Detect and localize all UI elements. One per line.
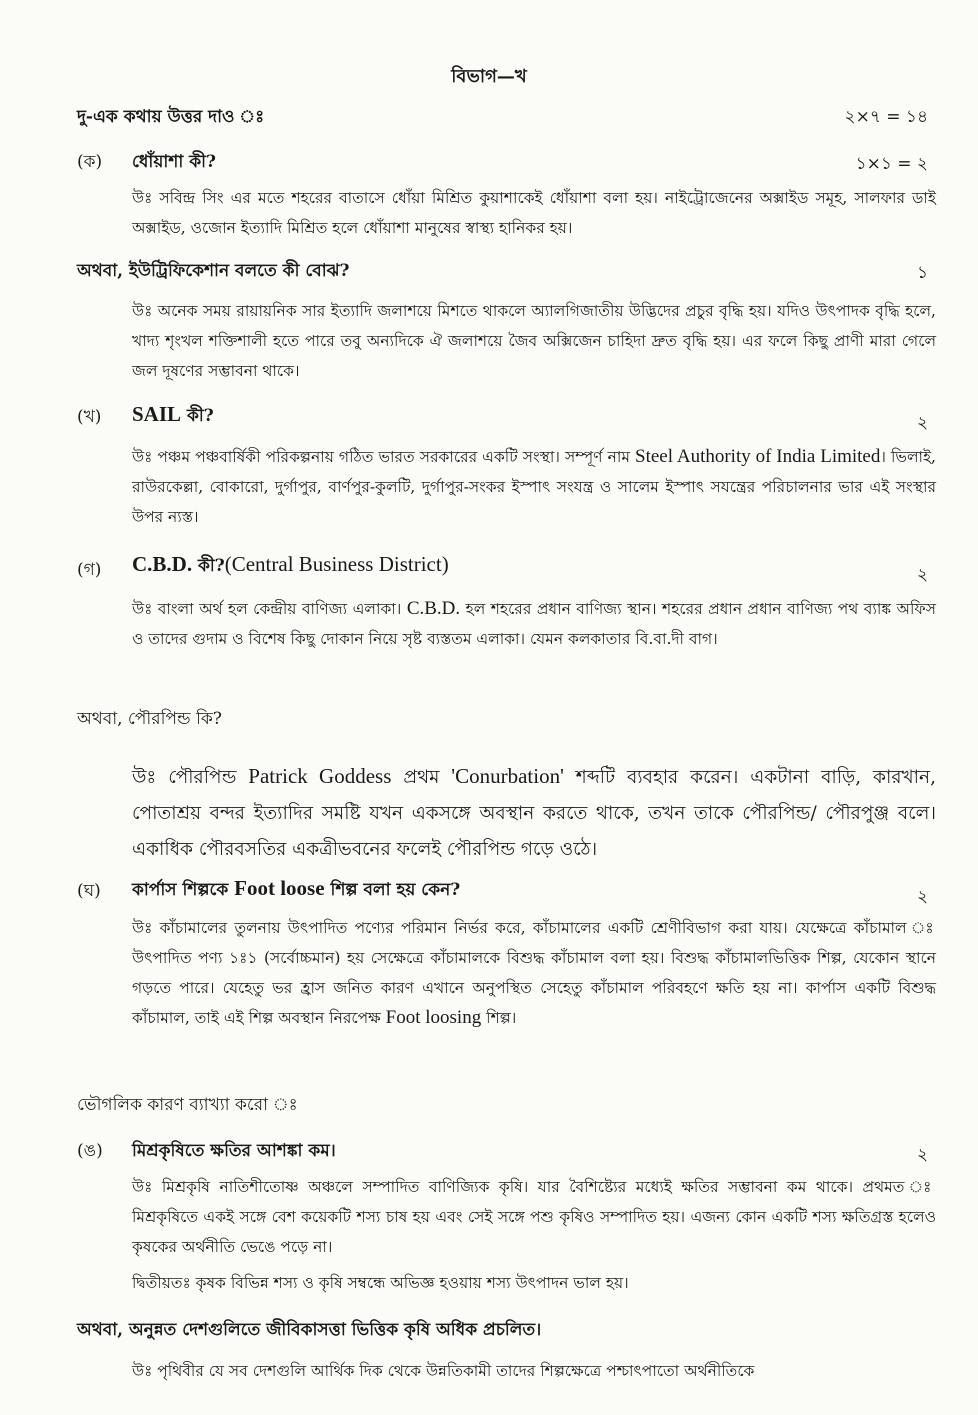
question-text: ধোঁয়াশা কী? bbox=[132, 152, 216, 172]
answer-latin-term: C.B.D. bbox=[406, 598, 461, 619]
instruction-marks: ২×৭ = ১৪ bbox=[844, 107, 928, 127]
question-text-tail: কী? bbox=[186, 406, 214, 426]
question-marks: ২ bbox=[916, 887, 928, 907]
question-latin-term: Foot loose bbox=[234, 876, 325, 900]
answer-part: হল শহরের প্রধান বাণিজ্য স্থান। শহরের প্রধান প্রধান বাণিজ্য পথ ব্যাঙ্ক অফিস ও তাদের গুদাম ও বিশেষ কিছু দোকান নিয়ে সৃষ্ট ব্যস্ততম এলাকা। যেমন কলকাতার বি.বা.দী বাগ। bbox=[132, 600, 936, 648]
section-title: বিভাগ—খ bbox=[451, 66, 527, 87]
answer-text: উঃ সবিন্দ্র সিং এর মতে শহরের বাতাসে ধোঁয়া মিশ্রিত কুয়াশাকেই ধোঁয়াশা বলা হয়। নাইট্রোজেনের অক্সাইড সমূহ, সালফার ডাই অক্সাইড, ওজোন ইত্যাদি মিশ্রিত হলে ধোঁয়াশা মানুষের স্বাস্থ্য হানিকর হয়। bbox=[132, 189, 936, 237]
question-paren: (Central Business District) bbox=[224, 552, 449, 576]
answer-text: দ্বিতীয়তঃ কৃষক বিভিন্ন শস্য ও কৃষি সম্বন্ধে অভিজ্ঞ হওয়ায় শস্য উৎপাদন ভাল হয়। bbox=[132, 1274, 629, 1292]
question-text-tail: কী? bbox=[198, 556, 225, 576]
question-text-part: শিল্প বলা হয় কেন? bbox=[330, 880, 461, 900]
answer-part: । ভিলাই, রাউরকেল্লা, বোকারো, দুর্গাপুর, বার্ণপুর-কুলটি, দুর্গাপুর-সংকর ইস্পাৎ সংযন্ত্র ও সালেম ইস্পাৎ সযন্ত্রের পরিচালনার ভার এই সংস্থার উপর ন্যস্ত। bbox=[132, 448, 936, 526]
answer-part: শিল্প। bbox=[486, 1009, 517, 1027]
question-number: (খ) bbox=[77, 407, 102, 427]
question-text bbox=[132, 552, 449, 581]
question-number: (গ) bbox=[77, 560, 102, 580]
answer-text bbox=[132, 913, 936, 1033]
answer-text bbox=[132, 442, 936, 532]
alternative-answer bbox=[132, 758, 936, 868]
instruction: ভৌগলিক কারণ ব্যাখ্যা করো ঃ bbox=[77, 1095, 298, 1115]
question-marks: ২ bbox=[916, 1145, 928, 1165]
question-text: মিশ্রকৃষিতে ক্ষতির আশঙ্কা কম। bbox=[132, 1141, 336, 1161]
alternative-answer: উঃ পৃথিবীর যে সব দেশগুলি আর্থিক দিক থেকে উন্নতিকামী তাদের শিল্পক্ষেত্রে পশ্চাৎপাতো অর্থনীতিকে bbox=[132, 1362, 755, 1380]
question-marks: ২ bbox=[916, 565, 928, 585]
alternative-question: অথবা, অনুন্নত দেশগুলিতে জীবিকাসত্তা ভিত্তিক কৃষি অধিক প্রচলিত। bbox=[77, 1320, 542, 1340]
question-marks: ২ bbox=[916, 413, 928, 433]
answer-latin-term: Foot loosing bbox=[385, 1007, 482, 1028]
question-text bbox=[132, 876, 460, 905]
instruction: দু-এক কথায় উত্তর দাও ঃ bbox=[77, 107, 265, 127]
answer-part: শব্দটি ব্যবহার করেন। একটানা বাড়ি, কারখান, পোতাশ্রয় বন্দর ইত্যাদির সমষ্টি যখন একসঙ্গে অবস্থান করতে থাকে, তখন তাকে পৌরপিন্ড/ পৌরপুঞ্জ বলে। একাধিক পৌরবসতির একত্রীভবনের ফলেই পৌরপিন্ড গড়ে ওঠে। bbox=[132, 767, 936, 860]
answer-latin-term: 'Conurbation' bbox=[451, 764, 564, 788]
answer-part: প্রথম bbox=[403, 767, 440, 788]
question-text-part: কার্পাস শিল্পকে bbox=[132, 880, 229, 900]
alternative-question: অথবা, ইউট্রিফিকেশান বলতে কী বোঝ? bbox=[77, 261, 350, 281]
question-marks: ১×১ = ২ bbox=[855, 154, 928, 174]
answer-latin-term: Patrick Goddess bbox=[248, 764, 392, 788]
answer-latin-term: Steel Authority of India Limited bbox=[635, 446, 881, 467]
answer-part: উঃ বাংলা অর্থ হল কেন্দ্রীয় বাণিজ্য এলাকা। bbox=[132, 600, 402, 618]
answer-part: উঃ পঞ্চম পঞ্চবার্ষিকী পরিকল্পনায় গঠিত ভারত সরকারের একটি সংস্থা। সম্পূর্ণ নাম bbox=[132, 448, 630, 466]
answer-text: উঃ মিশ্রকৃষি নাতিশীতোষ্ণ অঞ্চলে সম্পাদিত বাণিজ্যিক কৃষি। যার বৈশিষ্ট্যের মধ্যেই ক্ষতির সম্ভাবনা কম থাকে। প্রথমত ঃ মিশ্রকৃষিতে একই সঙ্গে বেশ কয়েকটি শস্য চাষ হয় এবং সেই সঙ্গে পশু কৃষিও সম্পাদিত হয়। এজন্য কোন একটি শস্য ক্ষতিগ্রস্ত হলেও কৃষকের অর্থনীতি ভেঙে পড়ে না। bbox=[132, 1178, 936, 1256]
alternative-answer: উঃ অনেক সময় রায়ায়নিক সার ইত্যাদি জলাশয়ে মিশতে থাকলে অ্যালগিজাতীয় উদ্ভিদের প্রচুর বৃদ্ধি হয়। যদিও উৎপাদক বৃদ্ধি হলে, খাদ্য শৃংখল শক্তিশালী হতে পারে তবু অন্যদিকে ঐ জলাশয়ে জৈব অক্সিজেন চাহিদা দ্রুত বৃদ্ধি হয়। এর ফলে কিছু প্রাণী মারা গেলে জল দূষণের সম্ভাবনা থাকে। bbox=[132, 302, 936, 380]
question-text bbox=[132, 402, 214, 431]
answer-part: উঃ কাঁচামালের তুলনায় উৎপাদিত পণ্যের পরিমান নির্ভর করে, কাঁচামালের একটি শ্রেণীবিভাগ করা যায়। যেক্ষেত্রে কাঁচামাল ঃ উৎপাদিত পণ্য ১ঃ১ (সর্বোচ্চমান) হয় সেক্ষেত্রে কাঁচামালকে বিশুদ্ধ কাঁচামাল বলা হয়। বিশুদ্ধ কাঁচামালভিত্তিক শিল্প, যেকোন স্থানে গড়তে পারে। যেহেতু ভর হ্রাস জনিত কারণ এখানে অনুপস্থিত সেহেতু কাঁচামাল পরিবহণে ক্ষতি হয় না। কার্পাস একটি বিশুদ্ধ কাঁচামাল, তাই এই শিল্প অবস্থান নিরপেক্ষ bbox=[132, 919, 936, 1027]
alternative-marks: ১ bbox=[916, 263, 928, 283]
question-number: (ঘ) bbox=[77, 881, 101, 901]
question-latin-term: SAIL bbox=[132, 402, 182, 426]
answer-text bbox=[132, 594, 936, 654]
answer-part: উঃ পৌরপিন্ড bbox=[132, 767, 237, 788]
alternative-question: অথবা, পৌরপিন্ড কি? bbox=[77, 709, 222, 729]
question-number: (ঙ) bbox=[77, 1141, 103, 1161]
question-number: (ক) bbox=[77, 152, 103, 172]
question-latin-term: C.B.D. bbox=[132, 552, 193, 576]
